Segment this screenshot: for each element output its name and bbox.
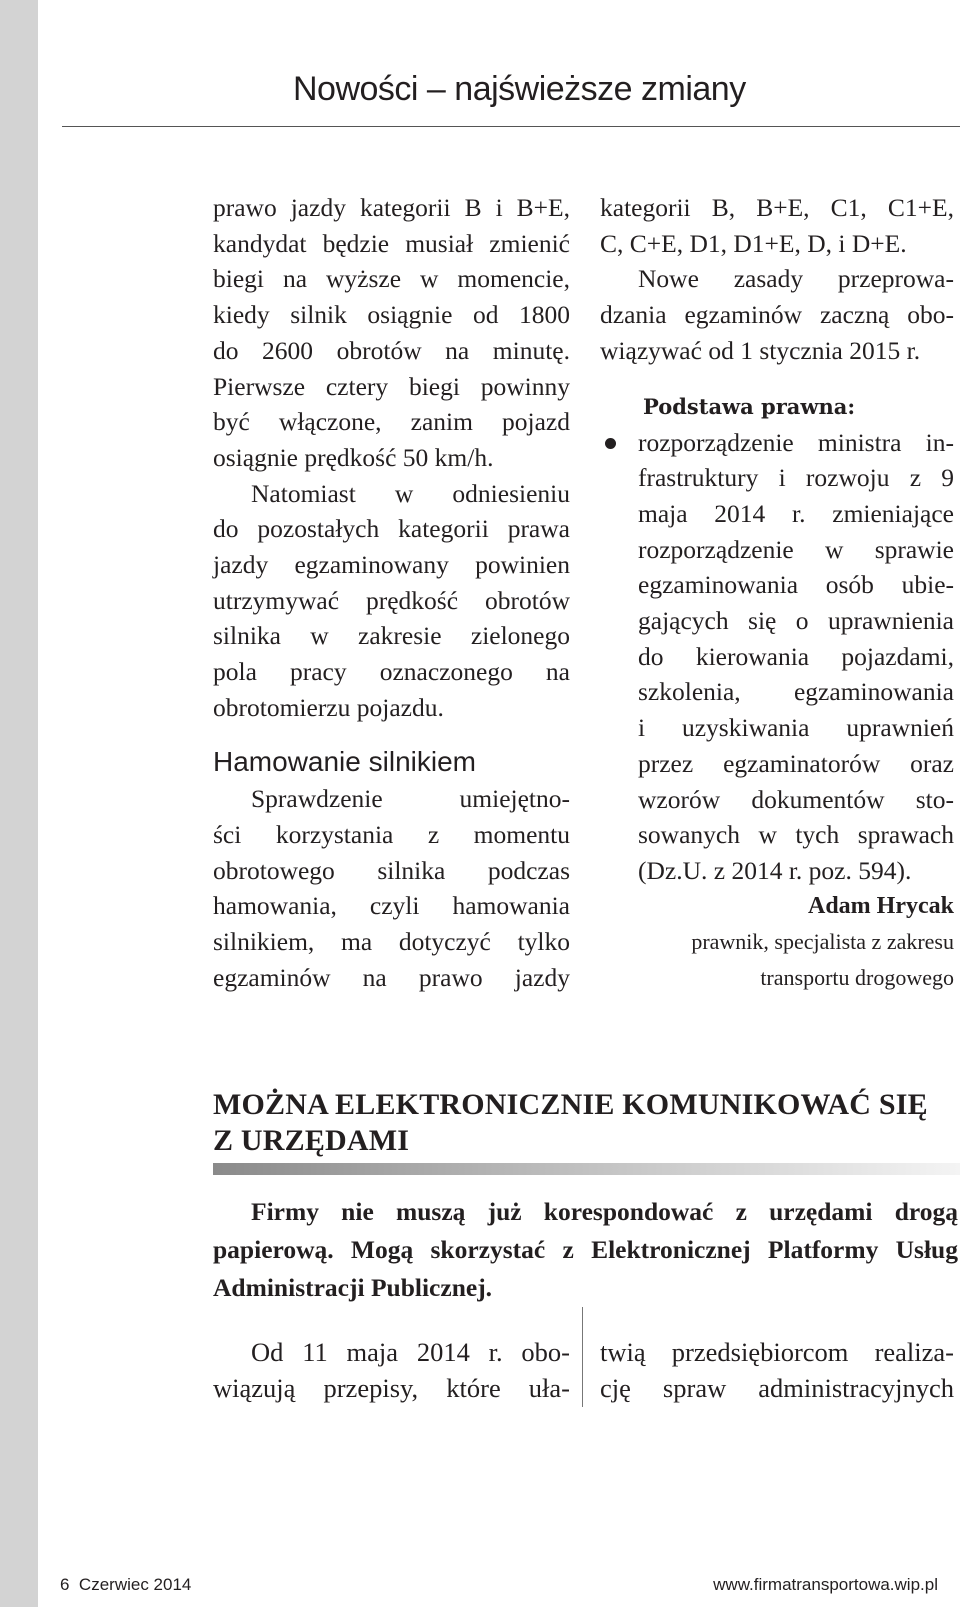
paragraph-categories — [600, 190, 954, 369]
text-line: utrzymywać prędkość obrotów — [213, 585, 570, 615]
subheading-engine-braking: Hamowanie silnikiem — [213, 745, 476, 777]
text-line: osiągnie prędkość 50 km/h. — [213, 442, 494, 472]
text-line: sowanych w tych sprawach — [638, 820, 954, 850]
lead-line: papierową. Mogą skorzystać z Elektronicznej Platformy Usług — [213, 1235, 958, 1264]
text-line: kandydat będzie musiał zmienić — [213, 228, 570, 258]
text-line: wiązują przepisy, które uła- — [213, 1372, 570, 1403]
text-line: maja 2014 r. zmieniające — [638, 498, 954, 528]
text-line: twią przedsiębiorcom realiza- — [600, 1337, 954, 1367]
text-line: Sprawdzenie umiejętno- — [251, 784, 570, 814]
text-line: prawo jazdy kategorii B i B+E, — [213, 193, 570, 222]
footer-issue — [60, 1575, 191, 1595]
text-line: egzaminowania osób ubie- — [638, 570, 954, 600]
article-title-line: Z URZĘDAMI — [213, 1124, 410, 1157]
text-line: Od 11 maja 2014 r. obo- — [251, 1337, 570, 1367]
text-line: cję spraw administracyjnych — [600, 1372, 954, 1403]
text-line: kiedy silnik osiągnie od 1800 — [213, 300, 570, 330]
text-line: frastruktury i rozwoju z 9 — [638, 463, 954, 493]
text-line: gających się o uprawnienia — [638, 606, 954, 636]
lead-line: Firmy nie muszą już korespondować z urzędami drogą — [251, 1197, 958, 1226]
text-line: Pierwsze cztery biegi powinny — [213, 371, 570, 401]
legal-basis-heading: Podstawa prawna: — [643, 393, 856, 419]
text-line: obrotomierzu pojazdu. — [213, 692, 444, 722]
text-line: Nowe zasady przeprowa- — [638, 264, 954, 294]
text-line: być włączone, zanim pojazd — [213, 407, 570, 437]
text-line: do 2600 obrotów na minutę. — [213, 335, 570, 365]
author-role-line: transportu drogowego — [760, 965, 954, 991]
article-title — [213, 1087, 960, 1159]
text-line: silnikiem, ma dotyczyć tylko — [213, 927, 570, 957]
header-rule — [62, 126, 960, 127]
text-line: Natomiast w odniesieniu — [251, 478, 570, 508]
text-line: do pozostałych kategorii prawa — [213, 514, 570, 544]
text-line: silnika w zakresie zielonego — [213, 621, 570, 651]
text-line: do kierowania pojazdami, — [638, 641, 954, 671]
paragraph-gear-change — [213, 190, 570, 476]
paragraph-engine-braking — [213, 781, 570, 995]
right-column — [600, 190, 954, 996]
text-line: przez egzaminatorów oraz — [638, 748, 954, 778]
text-line: szkolenia, egzaminowania — [638, 677, 954, 707]
text-line: rozporządzenie w sprawie — [638, 534, 954, 564]
text-line: dzania egzaminów zaczną obo- — [600, 300, 954, 330]
article-right-column — [600, 1335, 954, 1406]
paragraph-other-categories — [213, 476, 570, 726]
footer-website: www.firmatransportowa.wip.pl — [713, 1575, 938, 1594]
article-title-line: MOŻNA ELEKTRONICZNIE KOMUNIKOWAĆ SIĘ — [213, 1088, 928, 1121]
page-number: 6 — [60, 1575, 70, 1594]
author-role-line: prawnik, specjalista z zakresu — [691, 929, 954, 955]
text-line: C, C+E, D1, D1+E, D, i D+E. — [600, 228, 907, 258]
text-line: ści korzystania z momentu — [213, 819, 570, 849]
text-line: pola pracy oznaczonego na — [213, 657, 570, 687]
text-line: kategorii B, B+E, C1, C1+E, — [600, 193, 954, 222]
text-line: biegi na wyższe w momencie, — [213, 264, 570, 294]
article-lead — [213, 1193, 958, 1307]
text-line: wzorów dokumentów sto- — [638, 784, 954, 814]
text-line: rozporządzenie ministra in- — [638, 427, 954, 457]
column-divider — [582, 1307, 583, 1407]
text-line: i uzyskiwania uprawnień — [638, 713, 954, 743]
text-line: obrotowego silnika podczas — [213, 855, 570, 885]
issue-date: Czerwiec 2014 — [78, 1575, 192, 1594]
left-column — [213, 190, 570, 995]
section-header: Nowości – najświeższe zmiany — [293, 70, 746, 108]
lead-line: Administracji Publicznej. — [213, 1273, 493, 1302]
title-gradient-bar — [213, 1163, 960, 1175]
text-line: hamowania, czyli hamowania — [213, 891, 570, 921]
text-line: egzaminów na prawo jazdy — [213, 962, 570, 992]
author-name: Adam Hrycak — [808, 892, 954, 919]
legal-basis-item — [600, 425, 954, 889]
text-line: (Dz.U. z 2014 r. poz. 594). — [638, 855, 912, 885]
side-strip — [0, 0, 38, 1607]
bullet-icon — [605, 438, 616, 449]
article-left-column — [213, 1335, 570, 1406]
text-line: wiązywać od 1 stycznia 2015 r. — [600, 335, 921, 365]
text-line: jazdy egzaminowany powinien — [213, 550, 570, 580]
